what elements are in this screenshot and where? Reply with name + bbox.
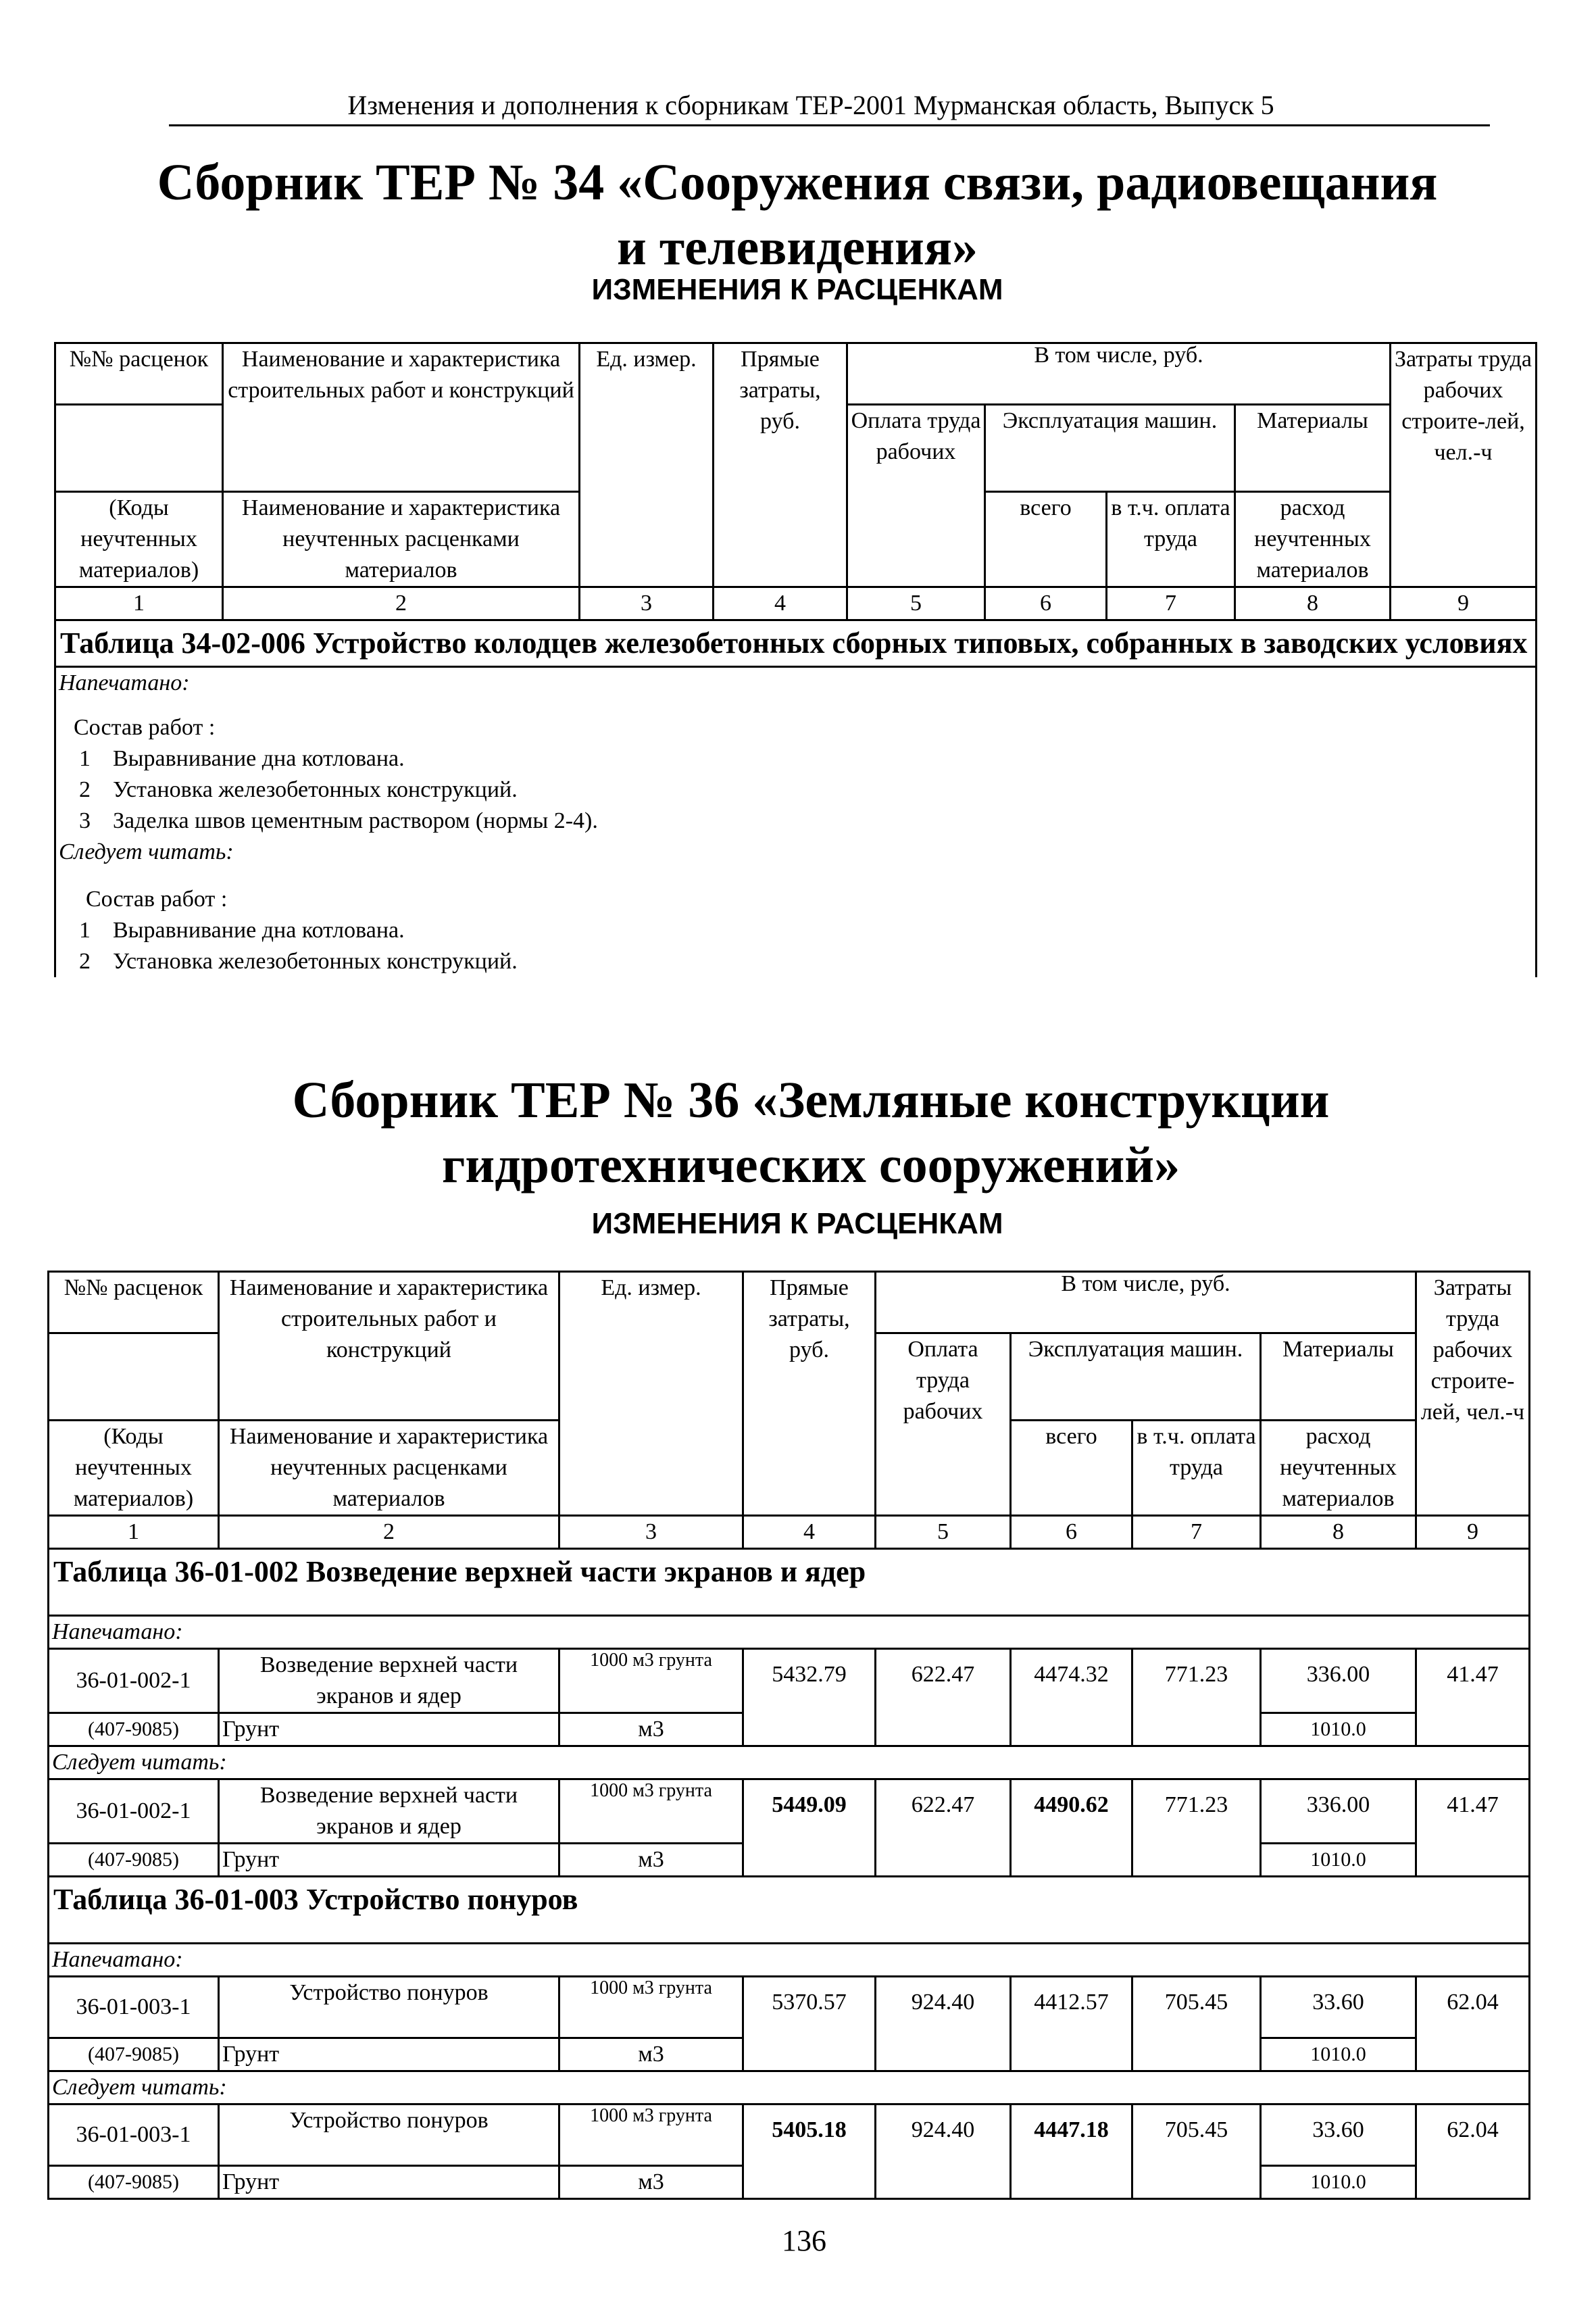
- material-qty: 1010.0: [1261, 1713, 1416, 1746]
- column-number: 4: [743, 1516, 876, 1549]
- header-rule: [169, 124, 1490, 126]
- work-text: Заделка швов цементным раствором (нормы 2-4).: [113, 808, 598, 833]
- header-code-alt: (Коды неучтенных материалов): [55, 492, 223, 587]
- note-label: Напечатано:: [49, 1616, 1530, 1649]
- header-materials: Материалы: [1261, 1333, 1416, 1421]
- running-head: Изменения и дополнения к сборникам ТЕР-2001 Мурманская область, Выпуск 5: [347, 90, 1274, 120]
- rate-materials: 336.00: [1261, 1649, 1416, 1713]
- header-unit: Ед. измер.: [559, 1272, 743, 1516]
- material-name: Грунт: [219, 1713, 559, 1746]
- table-36-changes: [47, 1271, 1530, 2200]
- column-number: 9: [1391, 587, 1537, 620]
- work-item: [59, 774, 1532, 806]
- note-label: Следует читать:: [49, 2071, 1530, 2104]
- rate-materials: 33.60: [1261, 2104, 1416, 2166]
- work-number: 1: [79, 746, 91, 771]
- column-number: 1: [55, 587, 223, 620]
- header-including: В том числе, руб.: [847, 343, 1391, 405]
- header-code: №№ расценок: [55, 343, 223, 405]
- rate-unit: 1000 м3 грунта: [559, 1977, 743, 2038]
- rate-row: [49, 1779, 1530, 1844]
- header-including: В том числе, руб.: [876, 1272, 1416, 1333]
- rate-machines-wages: 771.23: [1132, 1779, 1261, 1877]
- note-row: [49, 1944, 1530, 1977]
- printed-works-list: [59, 743, 1532, 837]
- header-materials: Материалы: [1235, 405, 1391, 492]
- header-labor: Затраты труда рабочих строите-лей, чел.-ч: [1416, 1272, 1530, 1516]
- work-item: [59, 946, 1532, 977]
- header-machines: Эксплуатация машин.: [985, 405, 1235, 492]
- header-consumption: расход неучтенных материалов: [1235, 492, 1391, 587]
- column-number: 9: [1416, 1516, 1530, 1549]
- column-number: 3: [580, 587, 714, 620]
- corrected-works-list: [59, 915, 1532, 977]
- collection-34-title-line1: Сборник ТЕР № 34 «Сооружения связи, радиовещания: [157, 154, 1438, 211]
- rate-direct: 5432.79: [743, 1649, 876, 1746]
- material-unit: м3: [559, 1713, 743, 1746]
- column-number: 8: [1235, 587, 1391, 620]
- printed-label: Напечатано:: [59, 670, 190, 695]
- rate-labor: 62.04: [1416, 1977, 1530, 2071]
- section-title: Таблица 36-01-002 Возведение верхней части экранов и ядер: [49, 1549, 1530, 1616]
- rate-labor: 41.47: [1416, 1649, 1530, 1746]
- table-34-changes: [54, 342, 1537, 977]
- note-row: [49, 1616, 1530, 1649]
- rate-code: 36-01-002-1: [49, 1779, 219, 1844]
- work-text: Установка железобетонных конструкций.: [113, 949, 518, 974]
- table-34-title: Таблица 34-02-006 Устройство колодцев железобетонных сборных типовых, собранных в заводских условиях: [55, 620, 1537, 667]
- header-machines-total: всего: [1011, 1421, 1132, 1516]
- header-name: Наименование и характеристика строительных работ и конструкций: [219, 1272, 559, 1421]
- note-row: [49, 2071, 1530, 2104]
- work-item: [59, 743, 1532, 774]
- material-qty: 1010.0: [1261, 1844, 1416, 1877]
- rate-code: 36-01-003-1: [49, 2104, 219, 2166]
- rate-code: 36-01-002-1: [49, 1649, 219, 1713]
- material-unit: м3: [559, 2166, 743, 2199]
- rate-materials: 33.60: [1261, 1977, 1416, 2038]
- header-direct: Прямые затраты, руб.: [714, 343, 847, 587]
- collection-36-title-line1: Сборник ТЕР № 36 «Земляные конструкции: [292, 1072, 1330, 1129]
- header-consumption: расход неучтенных материалов: [1261, 1421, 1416, 1516]
- material-unit: м3: [559, 1844, 743, 1877]
- column-number: 8: [1261, 1516, 1416, 1549]
- column-number: 5: [847, 587, 985, 620]
- rate-unit: 1000 м3 грунта: [559, 1779, 743, 1844]
- header-direct: Прямые затраты, руб.: [743, 1272, 876, 1516]
- rate-wages: 924.40: [876, 1977, 1011, 2071]
- material-unit: м3: [559, 2038, 743, 2071]
- collection-36-title-line2: гидротехнических сооружений»: [441, 1137, 1180, 1193]
- column-number: 6: [985, 587, 1107, 620]
- column-number: 2: [223, 587, 580, 620]
- material-code: (407-9085): [49, 1844, 219, 1877]
- material-name: Грунт: [219, 1844, 559, 1877]
- rate-machines-total: 4490.62: [1011, 1779, 1132, 1877]
- header-wages: Оплата труда рабочих: [876, 1333, 1011, 1516]
- collection-34-subtitle: ИЗМЕНЕНИЯ К РАСЦЕНКАМ: [591, 273, 1003, 306]
- collection-34-title: [122, 150, 1473, 280]
- collection-36-subtitle: ИЗМЕНЕНИЯ К РАСЦЕНКАМ: [591, 1207, 1003, 1240]
- rate-name: Устройство понуров: [219, 2104, 559, 2166]
- column-number: 1: [49, 1516, 219, 1549]
- rate-machines-wages: 705.45: [1132, 2104, 1261, 2199]
- header-name: Наименование и характеристика строительных работ и конструкций: [223, 343, 580, 492]
- rate-machines-total: 4447.18: [1011, 2104, 1132, 2199]
- work-number: 3: [79, 808, 91, 833]
- rate-wages: 622.47: [876, 1779, 1011, 1877]
- table-34-printed: [55, 667, 1537, 978]
- column-number: 2: [219, 1516, 559, 1549]
- rate-machines-wages: 705.45: [1132, 1977, 1261, 2071]
- header-code-alt: (Коды неучтенных материалов): [49, 1421, 219, 1516]
- printed-works-heading: Состав работ :: [74, 715, 216, 740]
- rate-unit: 1000 м3 грунта: [559, 1649, 743, 1713]
- header-code-spacer: [55, 405, 223, 492]
- column-number-row: [49, 1516, 1530, 1549]
- column-number: 4: [714, 587, 847, 620]
- rate-direct: 5449.09: [743, 1779, 876, 1877]
- header-name-alt: Наименование и характеристика неучтенных расценками материалов: [223, 492, 580, 587]
- header-code-spacer: [49, 1333, 219, 1421]
- page-number: 136: [782, 2224, 826, 2257]
- note-label: Следует читать:: [49, 1746, 1530, 1779]
- rate-machines-total: 4412.57: [1011, 1977, 1132, 2071]
- collection-34-title-line2: и телевидения»: [617, 219, 978, 276]
- header-machines-total: всего: [985, 492, 1107, 587]
- rate-labor: 41.47: [1416, 1779, 1530, 1877]
- material-code: (407-9085): [49, 1713, 219, 1746]
- header-machines: Эксплуатация машин.: [1011, 1333, 1261, 1421]
- note-row: [49, 1746, 1530, 1779]
- work-number: 2: [79, 777, 91, 802]
- rate-labor: 62.04: [1416, 2104, 1530, 2199]
- rate-wages: 924.40: [876, 2104, 1011, 2199]
- column-number-row: [55, 587, 1537, 620]
- column-number: 5: [876, 1516, 1011, 1549]
- material-name: Грунт: [219, 2166, 559, 2199]
- rate-name: Устройство понуров: [219, 1977, 559, 2038]
- header-unit: Ед. измер.: [580, 343, 714, 587]
- note-label: Напечатано:: [49, 1944, 1530, 1977]
- rate-direct: 5370.57: [743, 1977, 876, 2071]
- work-text: Выравнивание дна котлована.: [113, 918, 405, 943]
- header-name-alt: Наименование и характеристика неучтенных расценками материалов: [219, 1421, 559, 1516]
- column-number: 7: [1107, 587, 1235, 620]
- collection-36-title: [169, 1068, 1453, 1198]
- column-number: 3: [559, 1516, 743, 1549]
- material-name: Грунт: [219, 2038, 559, 2071]
- work-number: 1: [79, 918, 91, 943]
- work-text: Установка железобетонных конструкций.: [113, 777, 518, 802]
- corrected-label: Следует читать:: [59, 839, 234, 864]
- material-qty: 1010.0: [1261, 2166, 1416, 2199]
- rate-code: 36-01-003-1: [49, 1977, 219, 2038]
- work-item: [59, 806, 1532, 837]
- section-title-row: [49, 1549, 1530, 1616]
- rate-row: [49, 2104, 1530, 2166]
- work-text: Выравнивание дна котлована.: [113, 746, 405, 771]
- header-machines-wages: в т.ч. оплата труда: [1132, 1421, 1261, 1516]
- header-row-1: [55, 343, 1537, 405]
- header-labor: Затраты труда рабочих строите-лей, чел.-ч: [1391, 343, 1537, 587]
- rate-name: Возведение верхней части экранов и ядер: [219, 1649, 559, 1713]
- header-row-1: [49, 1272, 1530, 1333]
- rate-wages: 622.47: [876, 1649, 1011, 1746]
- rate-machines-total: 4474.32: [1011, 1649, 1132, 1746]
- corrected-works-heading: Состав работ :: [86, 887, 228, 912]
- rate-direct: 5405.18: [743, 2104, 876, 2199]
- rate-materials: 336.00: [1261, 1779, 1416, 1844]
- rate-name: Возведение верхней части экранов и ядер: [219, 1779, 559, 1844]
- rate-row: [49, 1977, 1530, 2038]
- column-number: 6: [1011, 1516, 1132, 1549]
- rate-machines-wages: 771.23: [1132, 1649, 1261, 1746]
- section-title-row: [49, 1877, 1530, 1944]
- work-item: [59, 915, 1532, 946]
- material-code: (407-9085): [49, 2166, 219, 2199]
- material-qty: 1010.0: [1261, 2038, 1416, 2071]
- material-code: (407-9085): [49, 2038, 219, 2071]
- work-number: 2: [79, 949, 91, 974]
- header-machines-wages: в т.ч. оплата труда: [1107, 492, 1235, 587]
- header-code: №№ расценок: [49, 1272, 219, 1333]
- rate-unit: 1000 м3 грунта: [559, 2104, 743, 2166]
- rate-row: [49, 1649, 1530, 1713]
- header-wages: Оплата труда рабочих: [847, 405, 985, 587]
- column-number: 7: [1132, 1516, 1261, 1549]
- section-title: Таблица 36-01-003 Устройство понуров: [49, 1877, 1530, 1944]
